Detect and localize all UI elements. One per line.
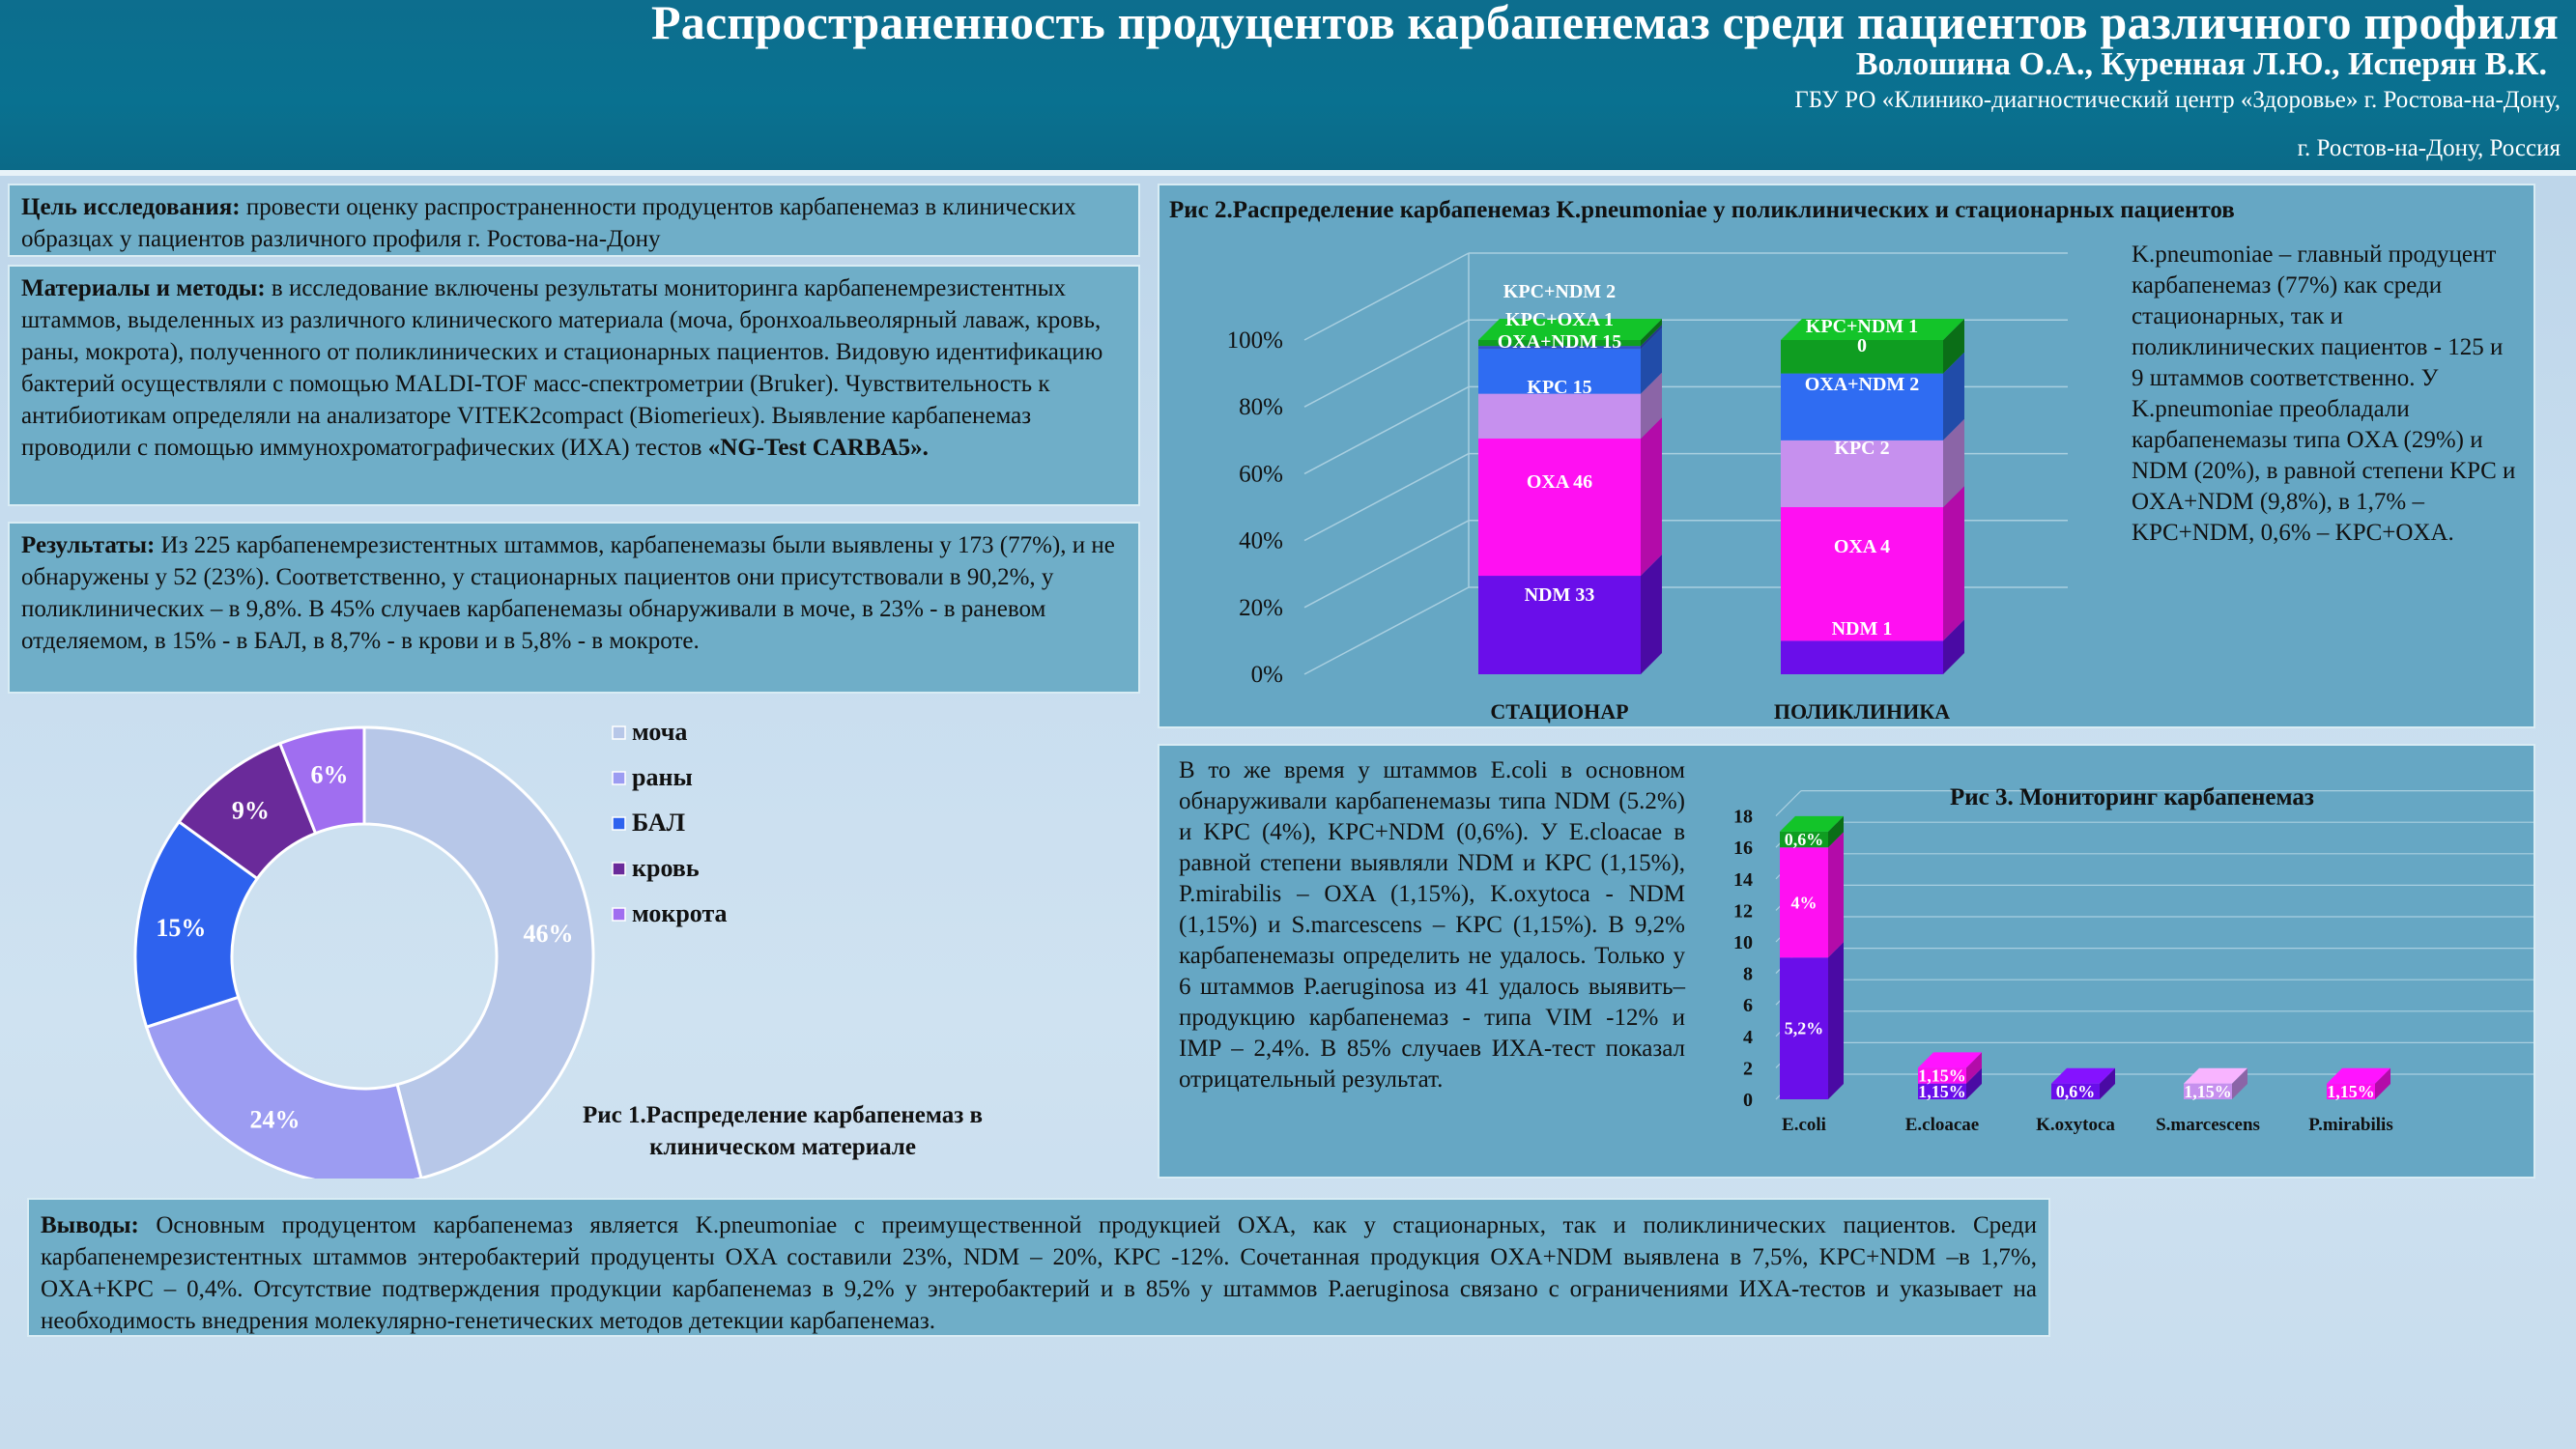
aim-box bbox=[8, 184, 1140, 257]
fig2-title: Рис 2.Распределение карбапенемаз K.pneumoniae у поликлинических и стационарных пациентов bbox=[1169, 197, 2235, 223]
grid-diagonal bbox=[1776, 791, 1801, 816]
legend-label-2: БАЛ bbox=[632, 809, 685, 837]
conclusions-label: Выводы: bbox=[41, 1212, 139, 1238]
results-label: Результаты: bbox=[21, 532, 156, 558]
fig2-segment-label: KPC 15 bbox=[1527, 377, 1592, 398]
x-category-label: ПОЛИКЛИНИКА bbox=[1773, 699, 1951, 724]
fig3-segment-label: 1,15% bbox=[2184, 1081, 2232, 1101]
donut-slice-1 bbox=[147, 997, 421, 1179]
fig2-segment-label: NDM 1 bbox=[1831, 618, 1893, 639]
y-tick-label: 2 bbox=[1743, 1058, 1753, 1080]
y-tick-label: 6 bbox=[1743, 995, 1753, 1017]
organization-line-2: г. Ростов-на-Дону, Россия bbox=[2297, 135, 2561, 161]
fig3-description: В то же время у штаммов E.coli в основном обнаруживали карбапенемазы типа NDM (5.2%) и KPC (4%), KPC+NDM (0,6%). У E.cloacae в равной степени выявляли NDM и KPC (1,15%), P.mirabilis – OXA (1,15%), K.oxytoca - NDM (1,15%) и S.marcescens – KPC (1,15%). В 9,2% карбапенемазы определить не удалось. Только у 6 штаммов P.aeruginosa из 41 удалось выявить– продукцию карбапенемаз - типа VIM -12% и IMP – 2,4%. В 85% случаев ИХА-тест показал отрицательный результат. bbox=[1179, 757, 1685, 1093]
fig2-segment-label: OXA+NDM 2 bbox=[1804, 374, 1920, 395]
fig3-title: Рис 3. Мониторинг карбапенемаз bbox=[1950, 784, 2314, 810]
fig3-segment-label: 1,15% bbox=[1918, 1081, 1966, 1101]
fig3-segment-label: 5,2% bbox=[1784, 1018, 1824, 1038]
fig3-segment-label: 0,6% bbox=[2055, 1081, 2096, 1101]
y-tick-label: 20% bbox=[1239, 594, 1283, 621]
fig2-bar-side bbox=[1641, 417, 1662, 576]
y-tick-label: 60% bbox=[1239, 461, 1283, 488]
fig3-segment-label: 0,6% bbox=[1784, 830, 1824, 850]
y-tick-label: 16 bbox=[1733, 838, 1753, 860]
donut-slice-label: 15% bbox=[156, 913, 207, 942]
y-tick-label: 8 bbox=[1743, 963, 1753, 985]
fig2-bar-segment bbox=[1781, 640, 1943, 674]
grid-diagonal bbox=[1304, 521, 1469, 608]
poster-header bbox=[0, 0, 2576, 176]
y-tick-label: 4 bbox=[1743, 1026, 1753, 1048]
methods-label: Материалы и методы: bbox=[21, 275, 266, 301]
x-category-label: СТАЦИОНАР bbox=[1490, 699, 1629, 724]
fig1-title-text: Рис 1.Распределение карбапенемаз в клиническом материале bbox=[583, 1102, 983, 1160]
fig2-segment-label: KPC+NDM 2 bbox=[1503, 281, 1617, 302]
fig2-description: K.pneumoniae – главный продуцент карбапенемаз (77%) как среди стационарных, так и поликлинических пациентов - 125 и 9 штаммов соответственно. У K.pneumoniae преобладали карбапенемазы типа OXA (29%) и NDM (20%), в равной степени KPC и OXA+NDM (9,8%), в 1,7% – KPC+NDM, 0,6% – KPC+OXA. bbox=[2132, 242, 2516, 546]
aim-text: провести оценку распространенности продуцентов карбапенемаз в клинических образцах у пациентов различного профиля г. Ростова-на-Дону bbox=[21, 194, 1076, 252]
fig2-segment-label: NDM 33 bbox=[1524, 584, 1595, 606]
grid-diagonal bbox=[1304, 454, 1469, 541]
y-tick-label: 14 bbox=[1733, 868, 1753, 891]
fig2-segment-label: KPC+OXA 1 bbox=[1505, 309, 1614, 330]
aim-label: Цель исследования: bbox=[21, 194, 241, 220]
donut-slice-label: 46% bbox=[523, 919, 574, 948]
fig2-segment-label: OXA+NDM 15 bbox=[1497, 331, 1622, 353]
donut-slice-label: 24% bbox=[249, 1105, 301, 1134]
fig2-bar-segment bbox=[1478, 394, 1641, 439]
fig3-segment-label: 1,15% bbox=[1918, 1065, 1966, 1086]
grid-diagonal bbox=[1304, 253, 1469, 340]
legend-swatch bbox=[613, 863, 625, 875]
legend-swatch bbox=[613, 908, 625, 921]
fig2-segment-label: KPC+NDM 1 bbox=[1805, 316, 1919, 337]
legend-label-0: моча bbox=[632, 718, 688, 746]
x-category-label: E.cloacae bbox=[1904, 1115, 1980, 1135]
fig2-panel bbox=[1158, 184, 2535, 728]
conclusions-box bbox=[27, 1198, 2050, 1337]
methods-text: в исследование включены результаты мониторинга карбапенемрезистентных штаммов, выделенных из различного клинического материала (моча, бронхоальвеолярный лаваж, кровь, раны, мокрота), полученного от поликлинических и стационарных пациентов. Видовую идентификацию бактерий осуществляли с помощью MALDI-TOF масс-спектрометрии (Bruker). Чувствительность к антибиотикам определяли на анализаторе VITEK2compact (Biomerieux). Выявление карбапенемаз проводили с помощью иммунохроматографических (ИХА) тестов bbox=[21, 275, 1103, 461]
methods-test-name: «NG-Test CARBA5». bbox=[707, 435, 929, 461]
fig2-segment-label: 0 bbox=[1857, 335, 1867, 356]
donut-slice-label: 6% bbox=[310, 760, 349, 789]
x-category-label: P.mirabilis bbox=[2308, 1115, 2393, 1135]
y-tick-label: 100% bbox=[1226, 327, 1283, 354]
results-box bbox=[8, 522, 1140, 694]
legend-swatch bbox=[613, 772, 625, 784]
organization-line-1: ГБУ РО «Клинико-диагностический центр «Здоровье» г. Ростова-на-Дону, bbox=[1794, 87, 2561, 113]
grid-diagonal bbox=[1304, 386, 1469, 473]
fig3-panel bbox=[1158, 744, 2535, 1179]
y-tick-label: 40% bbox=[1239, 527, 1283, 554]
fig2-stacked-bar-chart bbox=[1159, 185, 2126, 730]
fig3-bar-side bbox=[1828, 832, 1844, 957]
legend-label-1: раны bbox=[632, 763, 693, 791]
donut-slice-label: 9% bbox=[231, 796, 270, 825]
fig2-bar-segment bbox=[1478, 439, 1641, 576]
x-category-label: S.marcescens bbox=[2156, 1115, 2260, 1135]
fig2-segment-label: OXA 46 bbox=[1526, 471, 1593, 493]
y-tick-label: 12 bbox=[1733, 900, 1753, 923]
fig1-title bbox=[541, 1099, 1024, 1163]
legend-label-4: мокрота bbox=[632, 899, 728, 927]
y-tick-label: 0 bbox=[1743, 1090, 1753, 1111]
legend-label-3: кровь bbox=[632, 854, 700, 882]
fig3-segment-label: 1,15% bbox=[2327, 1081, 2375, 1101]
fig2-segment-label: KPC 2 bbox=[1834, 438, 1890, 459]
grid-diagonal bbox=[1304, 587, 1469, 674]
fig2-bar-side bbox=[1943, 486, 1964, 640]
poster-authors: Волошина О.А., Куренная Л.Ю., Исперян В.К. bbox=[1855, 46, 2547, 82]
legend-swatch bbox=[613, 726, 625, 739]
conclusions-text: Основным продуцентом карбапенемаз является K.pneumoniae с преимущественной продукцией OXA, как у стационарных, так и поликлинических пациентов. Среди карбапенемрезистентных штаммов энтеробактерий продуценты OXA составили 23%, NDM – 20%, KPC -12%. Сочетанная продукция OXA+NDM выявлена в 7,5%, KPC+NDM –в 1,7%, OXA+KPC – 0,4%. Отсутствие подтверждения продукции карбапенемаз в 9,2% у энтеробактерий и в 85% у штаммов P.aeruginosa связано с ограничениями ИХА-тестов и указывает на необходимость внедрения молекулярно-генетических методов детекции карбапенемаз. bbox=[41, 1212, 2037, 1334]
y-tick-label: 80% bbox=[1239, 394, 1283, 421]
poster-title: Распространенность продуцентов карбапенемаз среди пациентов различного профиля bbox=[651, 0, 2559, 49]
fig3-segment-label: 4% bbox=[1790, 893, 1818, 913]
legend-swatch bbox=[613, 817, 625, 830]
y-tick-label: 0% bbox=[1250, 662, 1283, 688]
x-category-label: K.oxytoca bbox=[2036, 1115, 2115, 1135]
grid-diagonal bbox=[1304, 320, 1469, 407]
x-category-label: E.coli bbox=[1782, 1115, 1826, 1135]
fig3-bar-side bbox=[1828, 942, 1844, 1099]
y-tick-label: 18 bbox=[1733, 806, 1753, 828]
methods-box bbox=[8, 265, 1140, 506]
results-text: Из 225 карбапенемрезистентных штаммов, карбапенемазы были выявлены у 173 (77%), и не обнаружены у 52 (23%). Соответственно, у стационарных пациентов они присутствовали в 90,2%, у поликлинических – в 9,8%. В 45% случаев карбапенемазы обнаруживали в моче, в 23% - в раневом отделяемом, в 15% - в БАЛ, в 8,7% - в крови и в 5,8% - в мокроте. bbox=[21, 532, 1115, 654]
fig2-segment-label: OXA 4 bbox=[1833, 536, 1891, 557]
y-tick-label: 10 bbox=[1733, 932, 1753, 953]
